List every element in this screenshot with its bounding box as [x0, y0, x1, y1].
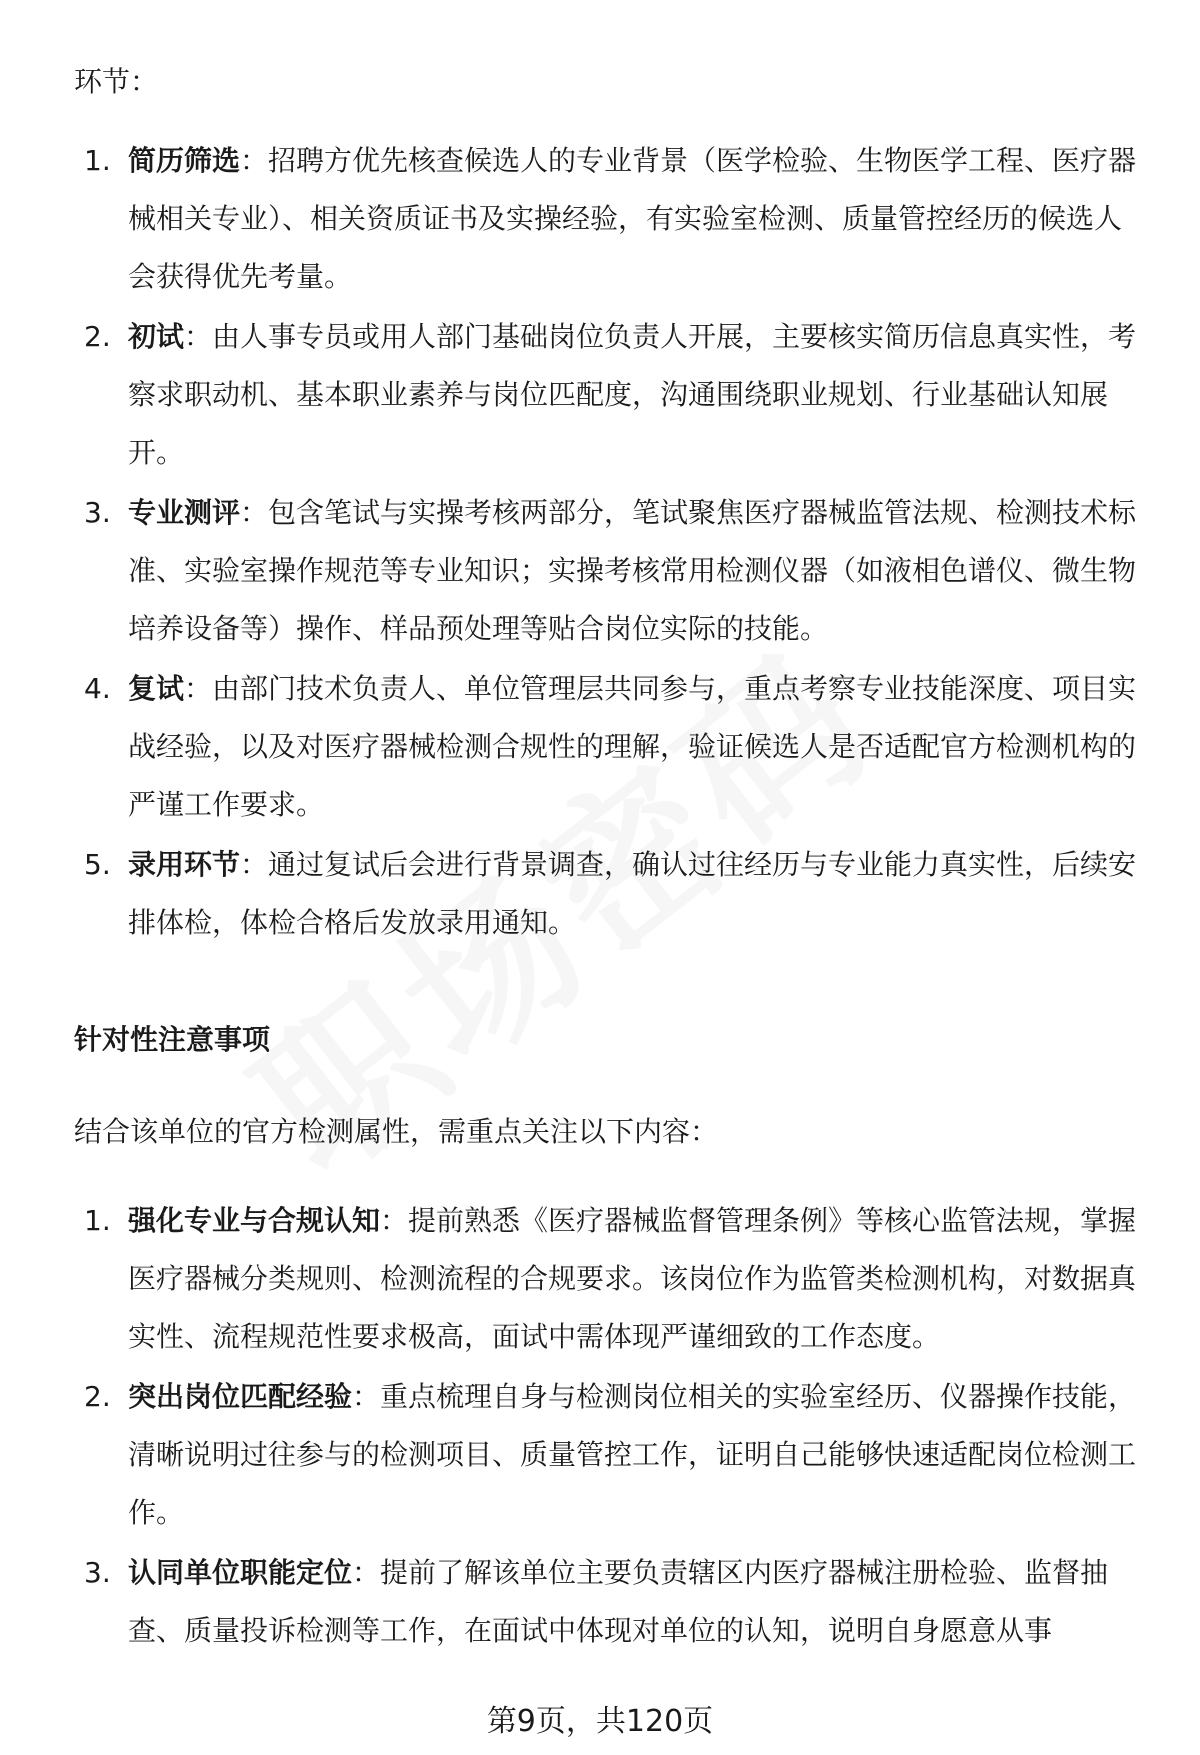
list-number: 4. [84, 672, 111, 705]
section-intro: 结合该单位的官方检测属性，需重点关注以下内容： [74, 1115, 719, 1148]
list-text: ：提前熟悉《医疗器械监督管理条例》等核心监管法规，掌握医疗器械分类规则、检测流程的合规要求。该岗位作为监管类检测机构，对数据真实性、流程规范性要求极高，面试中需体现严谨细致的工作态度。 [128, 1204, 1137, 1353]
list-term: 初试 [128, 320, 185, 353]
list-text: ：通过复试后会进行背景调查，确认过往经历与专业能力真实性，后续安排体检，体检合格后发放录用通知。 [128, 848, 1137, 939]
list-text: ：由部门技术负责人、单位管理层共同参与，重点考察专业技能深度、项目实战经验，以及对医疗器械检测合规性的理解，验证候选人是否适配官方检测机构的严谨工作要求。 [128, 672, 1137, 821]
list-item [0, 660, 1200, 834]
list-number: 1. [84, 1204, 111, 1237]
list-term: 简历筛选 [128, 144, 241, 177]
list-term: 认同单位职能定位 [128, 1556, 353, 1589]
list-number: 3. [84, 496, 111, 529]
list-item [0, 836, 1200, 952]
list-number: 5. [84, 848, 111, 881]
list-text: ：包含笔试与实操考核两部分，笔试聚焦医疗器械监管法规、检测技术标准、实验室操作规范等专业知识；实操考核常用检测仪器（如液相色谱仪、微生物培养设备等）操作、样品预处理等贴合岗位实际的技能。 [128, 496, 1137, 645]
list-term: 专业测评 [128, 496, 241, 529]
list-item [0, 1192, 1200, 1366]
list-term: 录用环节 [128, 848, 241, 881]
list-text: ：重点梳理自身与检测岗位相关的实验室经历、仪器操作技能，清晰说明过往参与的检测项目、质量管控工作，证明自己能够快速适配岗位检测工作。 [128, 1380, 1137, 1529]
list-item [0, 1544, 1200, 1660]
section-heading: 针对性注意事项 [74, 1023, 271, 1056]
list-number: 2. [84, 1380, 111, 1413]
list-term: 突出岗位匹配经验 [128, 1380, 353, 1413]
notes-list [0, 1192, 1200, 1662]
list-term: 强化专业与合规认知 [128, 1204, 381, 1237]
list-item [0, 484, 1200, 658]
process-steps-list [0, 132, 1200, 954]
list-item [0, 132, 1200, 306]
page-footer: 第9页，共120页 [486, 1704, 714, 1739]
list-text: ：提前了解该单位主要负责辖区内医疗器械注册检验、监督抽查、质量投诉检测等工作，在面试中体现对单位的认知，说明自身愿意从事 [128, 1556, 1109, 1647]
list-number: 2. [84, 320, 111, 353]
list-text: ：招聘方优先核查候选人的专业背景（医学检验、生物医学工程、医疗器械相关专业）、相关资质证书及实操经验，有实验室检测、质量管控经历的候选人会获得优先考量。 [128, 144, 1137, 293]
list-text: ：由人事专员或用人部门基础岗位负责人开展，主要核实简历信息真实性，考察求职动机、基本职业素养与岗位匹配度，沟通围绕职业规划、行业基础认知展开。 [128, 320, 1137, 469]
list-number: 3. [84, 1556, 111, 1589]
list-item [0, 308, 1200, 482]
intro-text: 环节： [74, 65, 159, 98]
list-term: 复试 [128, 672, 185, 705]
list-number: 1. [84, 144, 111, 177]
list-item [0, 1368, 1200, 1542]
